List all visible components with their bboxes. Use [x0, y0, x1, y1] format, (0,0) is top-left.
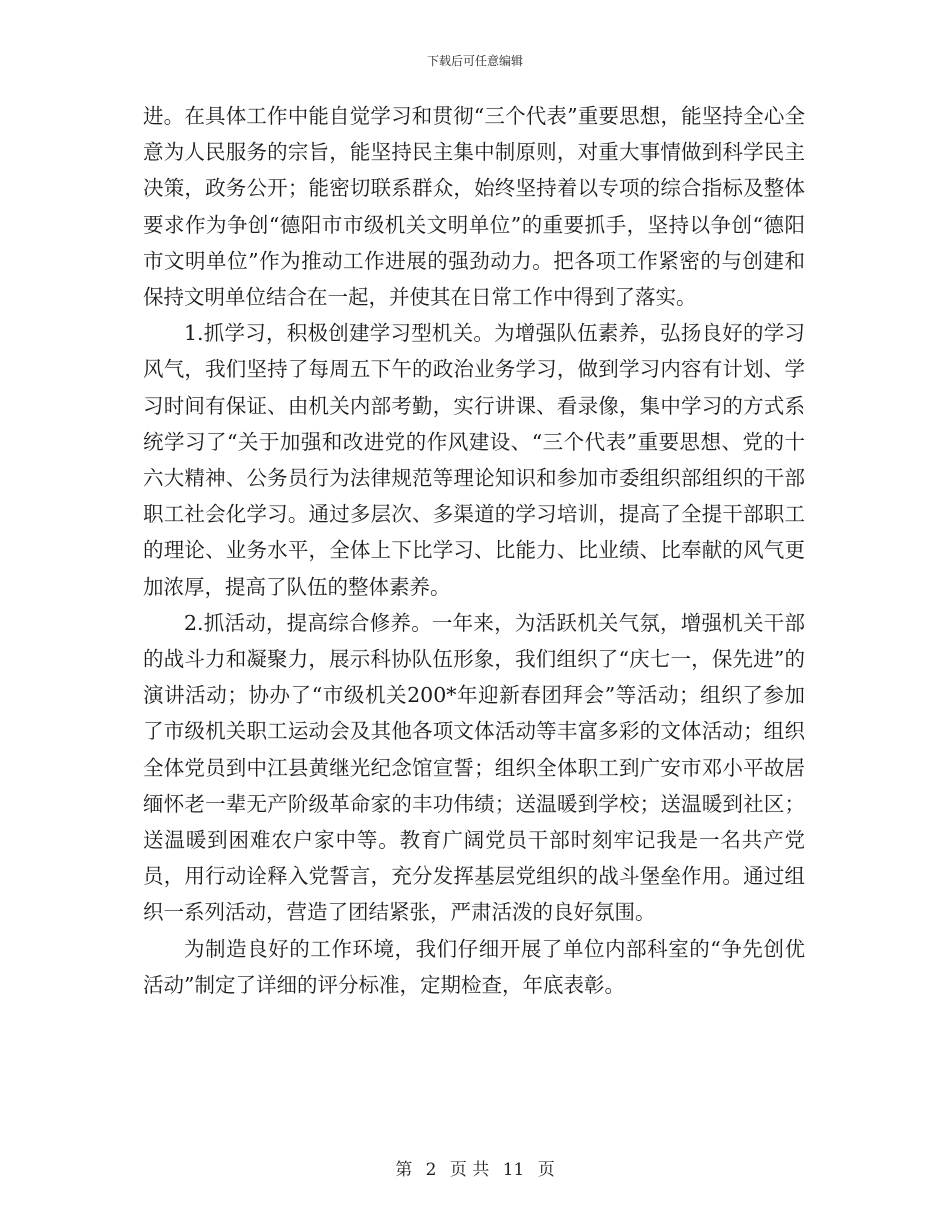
page-label-prefix: 第 — [395, 1160, 413, 1180]
paragraph-4: 为制造良好的工作环境，我们仔细开展了单位内部科室的“争先创优活动”制定了详细的评分标准，定期检查，年底表彰。 — [143, 936, 805, 997]
paragraph-2: 1.抓学习，积极创建学习型机关。为增强队伍素养，弘扬良好的学习风气，我们坚持了每周五下午的政治业务学习，做到学习内容有计划、学习时间有保证、由机关内部考勤，实行讲课、看录像，集中学习的方式系统学习了“关于加强和改进党的作风建设、“三个代表”重要思想、党的十六大精神、公务员行为法律规范等理论知识和参加市委组织部组织的干部职工社会化学习。通过多层次、多渠道的学习培训，提高了全提干部职工的理论、业务水平，全体上下比学习、比能力、比业绩、比奉献的风气更加浓厚，提高了队伍的整体素养。 — [143, 321, 805, 599]
paragraph-3: 2.抓活动，提高综合修养。一年来，为活跃机关气氛，增强机关干部的战斗力和凝聚力，展示科协队伍形象，我们组织了“庆七一，保先进”的演讲活动；协办了“市级机关200*年迎新春团拜会”等活动；组织了参加了市级机关职工运动会及其他各项文体活动等丰富多彩的文体活动；组织全体党员到中江县黄继光纪念馆宣誓；组织全体职工到广安市邓小平故居缅怀老一辈无产阶级革命家的丰功伟绩；送温暖到学校；送温暖到社区；送温暖到困难农户家中等。教育广阔党员干部时刻牢记我是一名共产党员，用行动诠释入党誓言，充分发挥基层党组织的战斗堡垒作用。通过组织一系列活动，营造了团结紧张，严肃活泼的良好氛围。 — [143, 610, 805, 925]
page-label-middle: 页 共 — [449, 1160, 490, 1180]
current-page-number: 2 — [425, 1160, 437, 1180]
page-number-footer — [0, 1155, 950, 1180]
paragraph-1: 进。在具体工作中能自觉学习和贯彻“三个代表”重要思想，能坚持全心全意为人民服务的宗旨，能坚持民主集中制原则，对重大事情做到科学民主决策，政务公开；能密切联系群众，始终坚持着以专项的综合指标及整体要求作为争创“德阳市市级机关文明单位”的重要抓手，坚持以争创“德阳市文明单位”作为推动工作进展的强劲动力。把各项工作紧密的与创建和保持文明单位结合在一起，并使其在日常工作中得到了落实。 — [143, 104, 805, 310]
total-pages-number: 11 — [502, 1160, 525, 1180]
page-label-suffix: 页 — [537, 1160, 555, 1180]
page-header-note: 下载后可任意编辑 — [426, 54, 523, 68]
document-body — [143, 98, 805, 1003]
